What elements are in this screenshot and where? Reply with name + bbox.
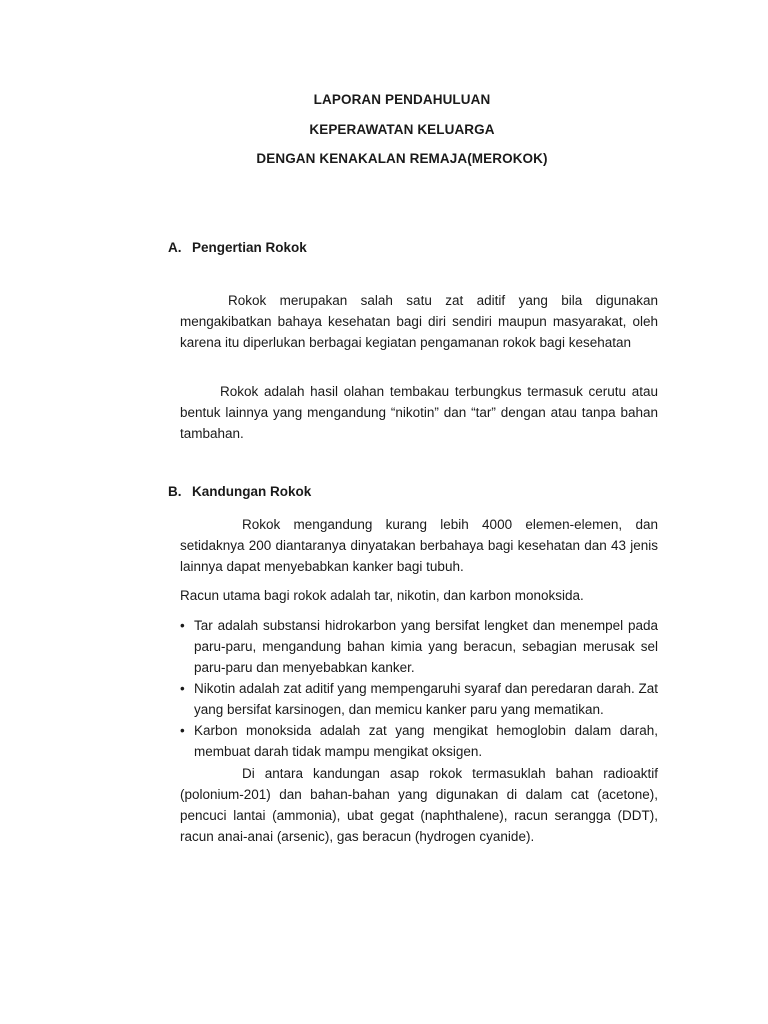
bullet-icon: • (180, 681, 185, 696)
section-a-paragraph-1: Rokok merupakan salah satu zat aditif yang bila digunakan mengakibatkan bahaya kesehatan bagi diri sendiri maupun masyarakat, oleh karena itu diperlukan berbagai kegiatan pengamanan rokok bagi kesehatan (180, 293, 658, 350)
section-a-letter: A. (168, 240, 182, 255)
section-a-paragraph-2: Rokok adalah hasil olahan tembakau terbungkus termasuk cerutu atau bentuk lainnya yang mengandung “nikotin” dan “tar” dengan atau tanpa bahan tambahan. (180, 384, 658, 441)
section-a-heading (168, 240, 307, 255)
document-title-line-3: DENGAN KENAKALAN REMAJA(MEROKOK) (256, 151, 548, 166)
section-b-title: Kandungan Rokok (192, 484, 312, 499)
bullet-text: Karbon monoksida adalah zat yang mengikat hemoglobin dalam darah, membuat darah tidak mampu mengikat oksigen. (194, 723, 658, 759)
section-b-paragraph-2: Racun utama bagi rokok adalah tar, nikotin, dan karbon monoksida. (180, 588, 584, 603)
bullet-item-karbon-monoksida (180, 720, 658, 762)
bullet-text: Nikotin adalah zat aditif yang mempengaruhi syaraf dan peredaran darah. Zat yang bersifat karsinogen, dan memicu kanker paru yang mematikan. (194, 681, 658, 717)
section-a-title: Pengertian Rokok (192, 240, 307, 255)
document-title-line-2: KEPERAWATAN KELUARGA (309, 122, 495, 137)
section-b-letter: B. (168, 484, 182, 499)
bullet-icon: • (180, 618, 185, 633)
section-b-heading (168, 484, 311, 499)
bullet-text: Tar adalah substansi hidrokarbon yang bersifat lengket dan menempel pada paru-paru, mengandung bahan kimia yang beracun, sebagian merusak sel paru-paru dan menyebabkan kanker. (194, 618, 658, 675)
bullet-icon: • (180, 723, 185, 738)
section-b-paragraph-1: Rokok mengandung kurang lebih 4000 elemen-elemen, dan setidaknya 200 diantaranya dinyatakan berbahaya bagi kesehatan dan 43 jenis lainnya dapat menyebabkan kanker bagi tubuh. (180, 517, 658, 574)
bullet-item-nikotin (180, 678, 658, 720)
bullet-item-tar (180, 615, 658, 678)
document-title-line-1: LAPORAN PENDAHULUAN (313, 92, 491, 107)
toxin-bullet-list (180, 615, 658, 762)
section-b-paragraph-3: Di antara kandungan asap rokok termasuklah bahan radioaktif (polonium-201) dan bahan-bahan yang digunakan di dalam cat (acetone), pencuci lantai (ammonia), ubat gegat (naphthalene), racun serangga (DDT), racun anai-anai (arsenic), gas beracun (hydrogen cyanide). (180, 766, 658, 844)
